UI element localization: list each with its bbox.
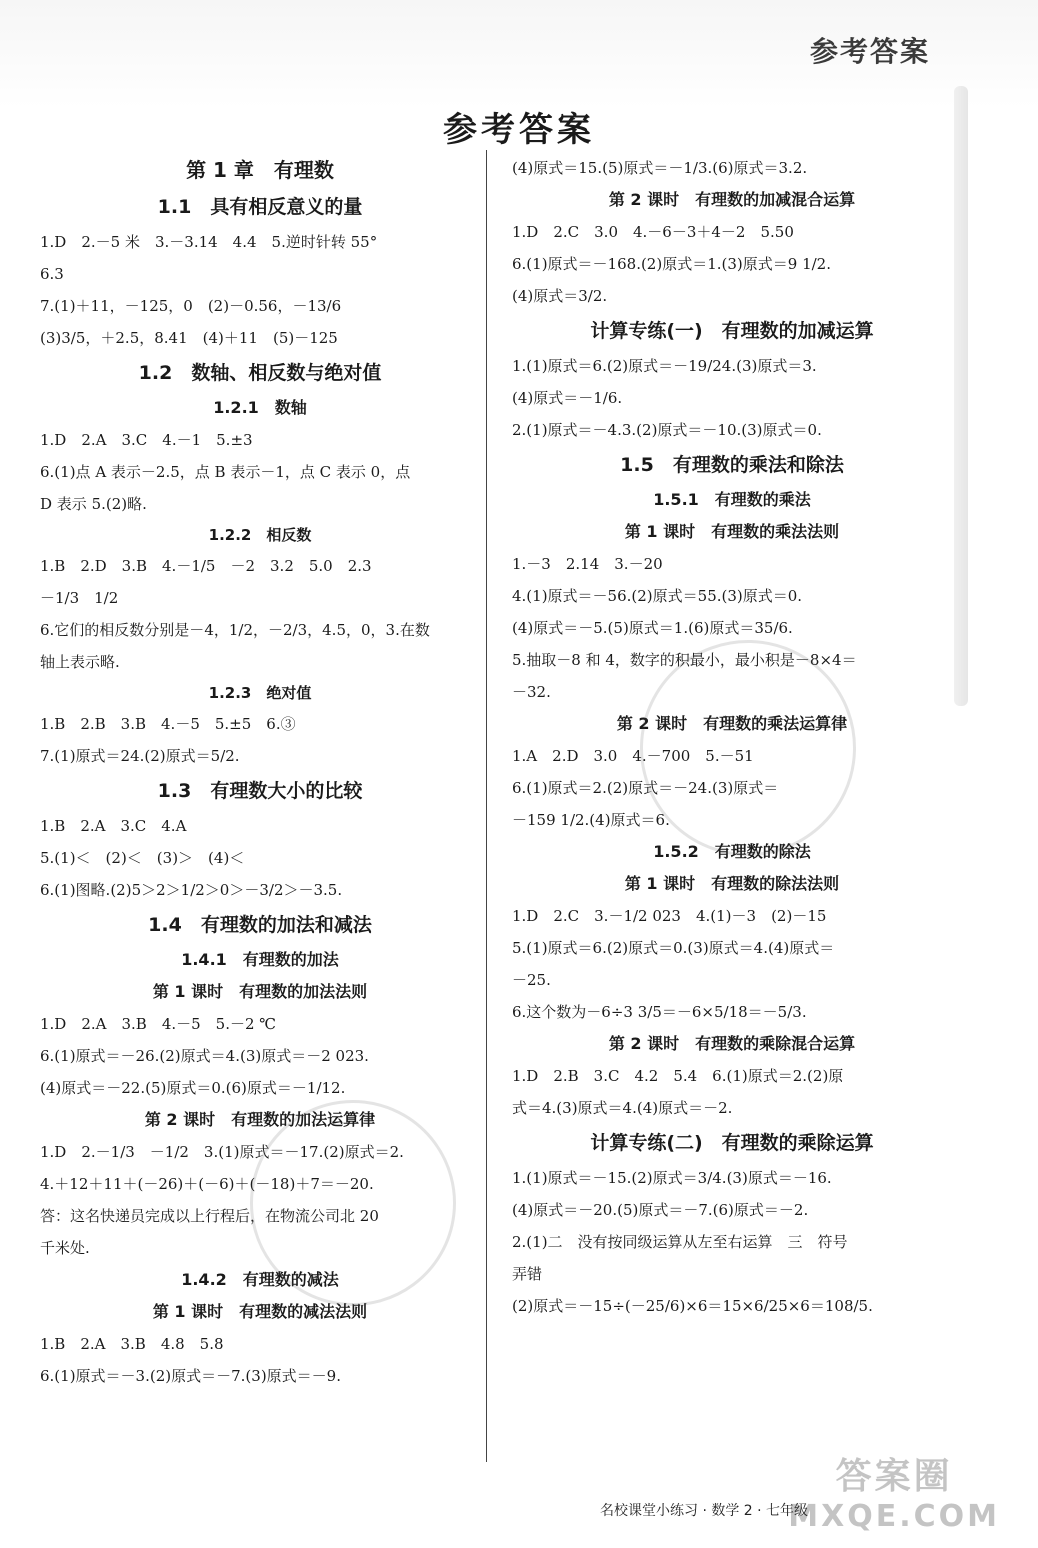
answer-line: 1.B 2.B 3.B 4.－5 5.±5 6.③: [40, 715, 296, 733]
subsection-heading: 第 1 课时 有理数的加法法则: [152, 982, 368, 1001]
answer-line: 6.(1)原式＝－26.(2)原式＝4.(3)原式＝－2 023.: [40, 1047, 369, 1065]
answer-line: 6.(1)原式＝－3.(2)原式＝－7.(3)原式＝－9.: [40, 1367, 341, 1385]
watermark-logo: 答案圈: [835, 1456, 953, 1497]
section-heading: 1.2 数轴、相反数与绝对值: [138, 362, 382, 384]
answer-line: 5.(1)原式＝6.(2)原式＝0.(3)原式＝4.(4)原式＝: [512, 939, 835, 957]
subsection-heading: 第 2 课时 有理数的加法运算律: [144, 1110, 376, 1129]
answer-line: D 表示 5.(2)略.: [40, 495, 147, 513]
subsection-heading: 第 1 课时 有理数的乘法法则: [624, 522, 840, 541]
subsection-heading: 1.2.1 数轴: [213, 398, 307, 417]
subsection-heading: 第 1 课时 有理数的减法法则: [152, 1302, 368, 1321]
answer-line: 1.(1)原式＝－15.(2)原式＝3/4.(3)原式＝－16.: [512, 1169, 832, 1187]
answer-line: (2)原式＝－15÷(－25/6)×6＝15×6/25×6＝108/5.: [512, 1297, 873, 1315]
answer-line: 7.(1)原式＝24.(2)原式＝5/2.: [40, 747, 240, 765]
answer-line: 5.(1)＜ (2)＜ (3)＞ (4)＜: [40, 849, 245, 867]
watermark-url: MXQE.COM: [788, 1499, 1000, 1534]
answer-line: 1.D 2.－5 米 3.－3.14 4.4 5.逆时针转 55°: [40, 233, 378, 251]
subsection-heading: 1.4.2 有理数的减法: [181, 1270, 339, 1289]
answer-line: 1.D 2.C 3.0 4.－6－3＋4－2 5.50: [512, 223, 794, 241]
answer-line: 1.－3 2.14 3.－20: [512, 555, 663, 573]
answer-line: 6.(1)原式＝－168.(2)原式＝1.(3)原式＝9 1/2.: [512, 255, 831, 273]
answer-line: 1.B 2.D 3.B 4.－1/5 －2 3.2 5.0 2.3: [40, 557, 372, 575]
answer-line: 1.D 2.－1/3 －1/2 3.(1)原式＝－17.(2)原式＝2.: [40, 1143, 404, 1161]
section-heading: 计算专练(一) 有理数的加减运算: [590, 320, 874, 342]
answer-line: 1.B 2.A 3.B 4.8 5.8: [40, 1335, 224, 1353]
subsection-heading: 第 1 课时 有理数的除法法则: [624, 874, 840, 893]
answer-line: (3)3/5，＋2.5，8.41 (4)＋11 (5)－125: [40, 329, 338, 347]
subsection-heading: 1.5.1 有理数的乘法: [653, 490, 811, 509]
answer-line: (4)原式＝15.(5)原式＝－1/3.(6)原式＝3.2.: [512, 159, 808, 177]
section-heading: 1.1 具有相反意义的量: [157, 196, 363, 218]
answer-line: 式＝4.(3)原式＝4.(4)原式＝－2.: [512, 1099, 733, 1117]
subsection-heading: 第 2 课时 有理数的乘除混合运算: [608, 1034, 856, 1053]
answer-line: (4)原式＝－5.(5)原式＝1.(6)原式＝35/6.: [512, 619, 793, 637]
side-tab: [954, 86, 968, 706]
answer-line: 1.B 2.A 3.C 4.A: [40, 817, 187, 835]
section-heading: 1.5 有理数的乘法和除法: [620, 454, 844, 476]
answer-line: －159 1/2.(4)原式＝6.: [512, 811, 670, 829]
answer-line: 轴上表示略.: [40, 653, 120, 671]
subsection-heading: 第 2 课时 有理数的乘法运算律: [616, 714, 848, 733]
answer-line: 1.D 2.B 3.C 4.2 5.4 6.(1)原式＝2.(2)原: [512, 1067, 844, 1085]
answer-line: 1.A 2.D 3.0 4.－700 5.－51: [512, 747, 754, 765]
answer-line: 1.(1)原式＝6.(2)原式＝－19/24.(3)原式＝3.: [512, 357, 817, 375]
answer-line: 6.这个数为－6÷3 3/5＝－6×5/18＝－5/3.: [512, 1003, 807, 1021]
answer-line: 1.D 2.C 3.－1/2 023 4.(1)－3 (2)－15: [512, 907, 827, 925]
answer-line: －1/3 1/2: [40, 589, 119, 607]
answer-line: (4)原式＝－1/6.: [512, 389, 623, 407]
answer-line: (4)原式＝3/2.: [512, 287, 608, 305]
subsection-heading: 第 2 课时 有理数的加减混合运算: [608, 190, 856, 209]
section-heading: 1.4 有理数的加法和减法: [148, 914, 372, 936]
answer-line: 千米处.: [40, 1239, 90, 1257]
topic-heading: 1.2.3 绝对值: [208, 684, 312, 702]
answer-line: －32.: [512, 683, 551, 701]
answer-line: 4.＋12＋11＋(－26)＋(－6)＋(－18)＋7＝－20.: [40, 1175, 374, 1193]
answer-line: 5.抽取－8 和 4，数字的积最小，最小积是－8×4＝: [512, 651, 857, 669]
topic-heading: 1.2.2 相反数: [208, 526, 312, 544]
site-watermark: [788, 1448, 1000, 1534]
column-divider: [486, 150, 487, 1462]
answer-line: 6.(1)图略.(2)5＞2＞1/2＞0＞－3/2＞－3.5.: [40, 881, 343, 899]
answer-line: 1.D 2.A 3.B 4.－5 5.－2 ℃: [40, 1015, 277, 1033]
answer-line: 6.它们的相反数分别是－4，1/2，－2/3，4.5，0，3.在数: [40, 621, 430, 639]
answer-line: 1.D 2.A 3.C 4.－1 5.±3: [40, 431, 253, 449]
answer-line: 弄错: [512, 1265, 543, 1283]
answer-line: 6.3: [40, 265, 64, 283]
answer-line: 2.(1)二 没有按同级运算从左至右运算 三 符号: [512, 1233, 848, 1251]
page-footer: 名校课堂小练习 · 数学 2 · 七年级: [600, 1503, 809, 1519]
answer-line: 6.(1)原式＝2.(2)原式＝－24.(3)原式＝: [512, 779, 779, 797]
answer-line: 6.(1)点 A 表示－2.5，点 B 表示－1，点 C 表示 0，点: [40, 463, 411, 481]
answer-line: 答：这名快递员完成以上行程后，在物流公司北 20: [40, 1207, 379, 1225]
section-heading: 1.3 有理数大小的比较: [157, 780, 363, 802]
answer-line: 7.(1)＋11，－125，0 (2)－0.56，－13/6: [40, 297, 342, 315]
subsection-heading: 1.5.2 有理数的除法: [653, 842, 811, 861]
answer-line: 2.(1)原式＝－4.3.(2)原式＝－10.(3)原式＝0.: [512, 421, 822, 439]
answer-line: (4)原式＝－22.(5)原式＝0.(6)原式＝－1/12.: [40, 1079, 346, 1097]
answer-line: －25.: [512, 971, 551, 989]
answer-line: (4)原式＝－20.(5)原式＝－7.(6)原式＝－2.: [512, 1201, 809, 1219]
section-heading: 计算专练(二) 有理数的乘除运算: [590, 1132, 874, 1154]
subsection-heading: 1.4.1 有理数的加法: [181, 950, 339, 969]
header-tag: 参考答案: [809, 35, 930, 68]
page-title: 参考答案: [443, 110, 595, 150]
chapter-heading: 第 1 章 有理数: [186, 158, 334, 182]
answer-line: 4.(1)原式＝－56.(2)原式＝55.(3)原式＝0.: [512, 587, 803, 605]
